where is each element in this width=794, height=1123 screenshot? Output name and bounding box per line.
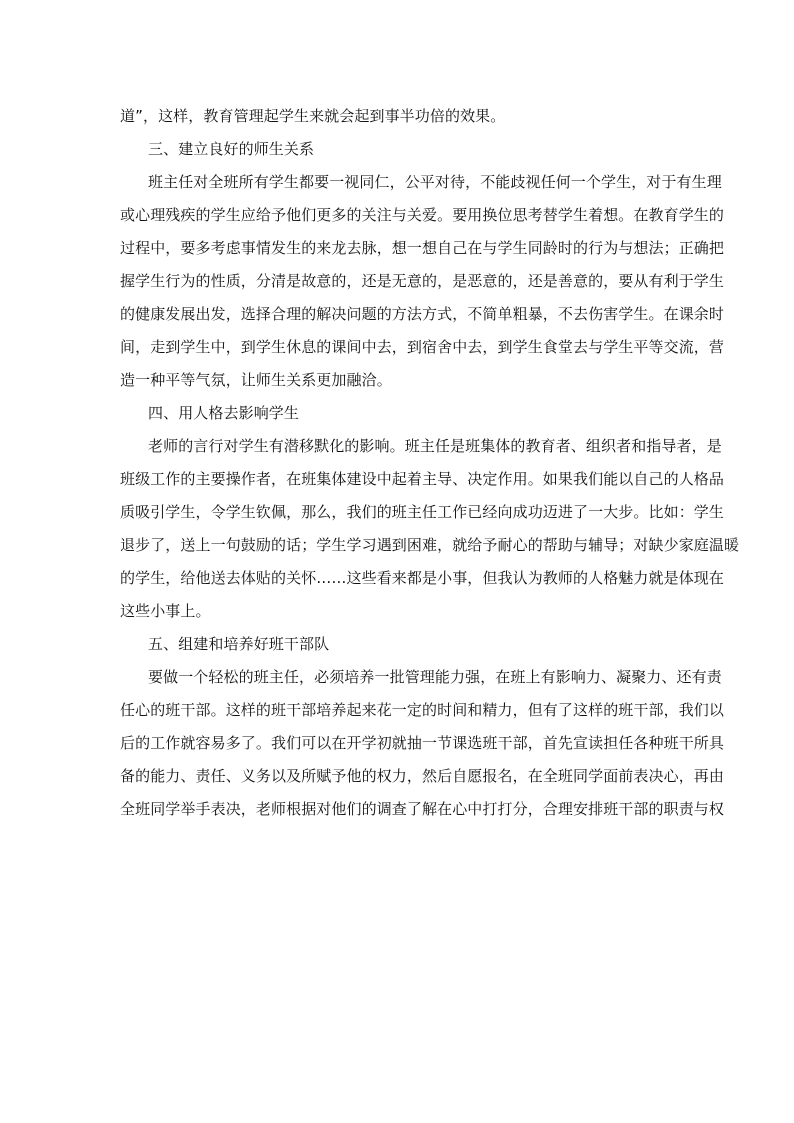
paragraph-class-cadres bbox=[120, 661, 725, 826]
text-line: 备的能力、责任、义务以及所赋予他的权力，然后自愿报名，在全班同学面前表决心，再由 bbox=[120, 767, 725, 785]
section-heading-personality-influence: 四、用人格去影响学生 bbox=[148, 404, 300, 422]
text-line: 过程中，要多考虑事情发生的来龙去脉，想一想自己在与学生同龄时的行为与想法；正确把 bbox=[120, 239, 725, 257]
document-body bbox=[120, 100, 740, 826]
text-line: 握学生行为的性质，分清是故意的，还是无意的，是恶意的，还是善意的，要从有利于学生 bbox=[120, 272, 725, 290]
text-line: 老师的言行对学生有潜移默化的影响。班主任是班集体的教育者、组织者和指导者，是 bbox=[148, 437, 722, 455]
text-line: 或心理残疾的学生应给予他们更多的关注与关爱。要用换位思考替学生着想。在教育学生的 bbox=[120, 206, 725, 224]
section-heading-teacher-student-relations: 三、建立良好的师生关系 bbox=[148, 140, 315, 158]
paragraph-teacher-student-relations bbox=[120, 166, 725, 397]
text-line: 班级工作的主要操作者，在班集体建设中起着主导、决定作用。如果我们能以自己的人格品 bbox=[120, 470, 725, 488]
text-line: 要做一个轻松的班主任，必须培养一批管理能力强，在班上有影响力、凝聚力、还有责 bbox=[148, 668, 722, 686]
text-line: 的健康发展出发，选择合理的解决问题的方法方式，不简单粗暴，不去伤害学生。在课余时 bbox=[120, 305, 725, 323]
paragraph-continuation bbox=[120, 100, 676, 133]
text-line: 造一种平等气氛，让师生关系更加融洽。 bbox=[120, 371, 392, 389]
text-line: 的学生，给他送去体贴的关怀……这些看来都是小事，但我认为教师的人格魅力就是体现在 bbox=[120, 569, 725, 587]
text-line: 道”，这样，教育管理起学生来就会起到事半功倍的效果。 bbox=[120, 107, 506, 125]
paragraph-personality-influence bbox=[120, 430, 740, 628]
text-line: 班主任对全班所有学生都要一视同仁，公平对待，不能歧视任何一个学生，对于有生理 bbox=[148, 173, 722, 191]
text-line: 后的工作就容易多了。我们可以在开学初就抽一节课选班干部，首先宣读担任各种班干所具 bbox=[120, 734, 725, 752]
text-line: 退步了，送上一句鼓励的话；学生学习遇到困难，就给予耐心的帮助与辅导；对缺少家庭温暖 bbox=[120, 536, 740, 554]
text-line: 这些小事上。 bbox=[120, 602, 211, 620]
text-line: 全班同学举手表决，老师根据对他们的调查了解在心中打打分，合理安排班干部的职责与权 bbox=[120, 800, 725, 818]
text-line: 任心的班干部。这样的班干部培养起来花一定的时间和精力，但有了这样的班干部，我们以 bbox=[120, 701, 725, 719]
section-heading-class-cadres: 五、组建和培养好班干部队 bbox=[148, 635, 330, 653]
text-line: 质吸引学生，令学生钦佩，那么，我们的班主任工作已经向成功迈进了一大步。比如：学生 bbox=[120, 503, 725, 521]
text-line: 间，走到学生中，到学生休息的课间中去，到宿舍中去，到学生食堂去与学生平等交流，营 bbox=[120, 338, 725, 356]
